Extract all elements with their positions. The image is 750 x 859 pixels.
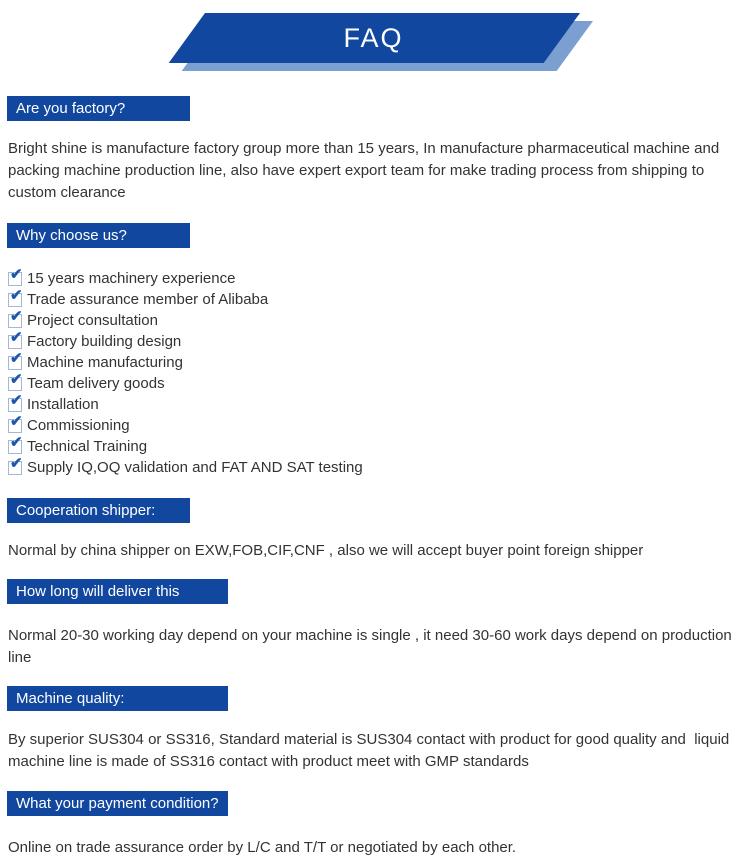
checklist-item bbox=[8, 328, 750, 352]
checked-checkbox-icon bbox=[8, 370, 23, 391]
checked-checkbox-icon bbox=[8, 349, 23, 370]
checklist-item-label: Supply IQ,OQ validation and FAT AND SAT testing bbox=[27, 459, 363, 476]
section-paragraph-factory: Bright shine is manufacture factory group more than 15 years, In manufacture pharmaceutical machine and packing machine production line, also have expert export team for make trading process from shipping to custom clearance bbox=[8, 140, 724, 201]
checklist-item-label: 15 years machinery experience bbox=[27, 270, 236, 287]
checked-checkbox-icon bbox=[8, 307, 23, 328]
section-heading-payment-condition: What your payment condition? bbox=[7, 791, 228, 816]
section-heading-cooperation-shipper: Cooperation shipper: bbox=[7, 498, 190, 523]
checked-checkbox-icon bbox=[8, 391, 23, 412]
checked-checkbox-icon bbox=[8, 286, 23, 307]
section-paragraph-shipper: Normal by china shipper on EXW,FOB,CIF,CNF , also we will accept buyer point foreign shipper bbox=[8, 542, 644, 559]
page-title: FAQ bbox=[343, 23, 404, 53]
checked-checkbox-icon bbox=[8, 433, 23, 454]
checked-checkbox-icon bbox=[8, 454, 23, 475]
section-heading-machine-quality: Machine quality: bbox=[7, 686, 228, 711]
benefits-checklist bbox=[8, 265, 750, 478]
checklist-item bbox=[8, 370, 750, 394]
checklist-item-label: Trade assurance member of Alibaba bbox=[27, 291, 269, 308]
section-paragraph-delivery: Normal 20-30 working day depend on your machine is single , it need 30-60 work days depend on production line bbox=[8, 627, 736, 666]
section-heading-are-you-factory: Are you factory? bbox=[7, 96, 190, 121]
check-icon: ✔ bbox=[10, 412, 23, 430]
checklist-item bbox=[8, 454, 750, 478]
checklist-item-label: Commissioning bbox=[27, 417, 130, 434]
check-icon: ✔ bbox=[10, 265, 23, 283]
checklist-item bbox=[8, 265, 750, 289]
section-heading-delivery-time: How long will deliver this goods? bbox=[7, 579, 228, 604]
checked-checkbox-icon bbox=[8, 328, 23, 349]
check-icon: ✔ bbox=[10, 454, 23, 472]
faq-banner bbox=[0, 0, 750, 72]
checklist-item bbox=[8, 307, 750, 331]
checklist-item-label: Team delivery goods bbox=[27, 375, 165, 392]
section-paragraph-quality: By superior SUS304 or SS316, Standard material is SUS304 contact with product for good quality and liquid machine line is made of SS316 contact with product meet with GMP standards bbox=[8, 731, 734, 770]
checklist-item bbox=[8, 286, 750, 310]
checklist-item bbox=[8, 349, 750, 373]
checklist-item-label: Machine manufacturing bbox=[27, 354, 183, 371]
check-icon: ✔ bbox=[10, 433, 23, 451]
check-icon: ✔ bbox=[10, 349, 23, 367]
checklist-item-label: Project consultation bbox=[27, 312, 158, 329]
checklist-item bbox=[8, 412, 750, 436]
checklist-item-label: Factory building design bbox=[27, 333, 182, 350]
check-icon: ✔ bbox=[10, 286, 23, 304]
check-icon: ✔ bbox=[10, 370, 23, 388]
checklist-item-label: Installation bbox=[27, 396, 99, 413]
checked-checkbox-icon bbox=[8, 265, 23, 286]
checked-checkbox-icon bbox=[8, 412, 23, 433]
check-icon: ✔ bbox=[10, 307, 23, 325]
check-icon: ✔ bbox=[10, 391, 23, 409]
checklist-item bbox=[8, 433, 750, 457]
section-heading-why-choose-us: Why choose us? bbox=[7, 223, 190, 248]
section-paragraph-payment: Online on trade assurance order by L/C and T/T or negotiated by each other. bbox=[8, 839, 517, 856]
checklist-item bbox=[8, 391, 750, 415]
checklist-item-label: Technical Training bbox=[27, 438, 148, 455]
check-icon: ✔ bbox=[10, 328, 23, 346]
